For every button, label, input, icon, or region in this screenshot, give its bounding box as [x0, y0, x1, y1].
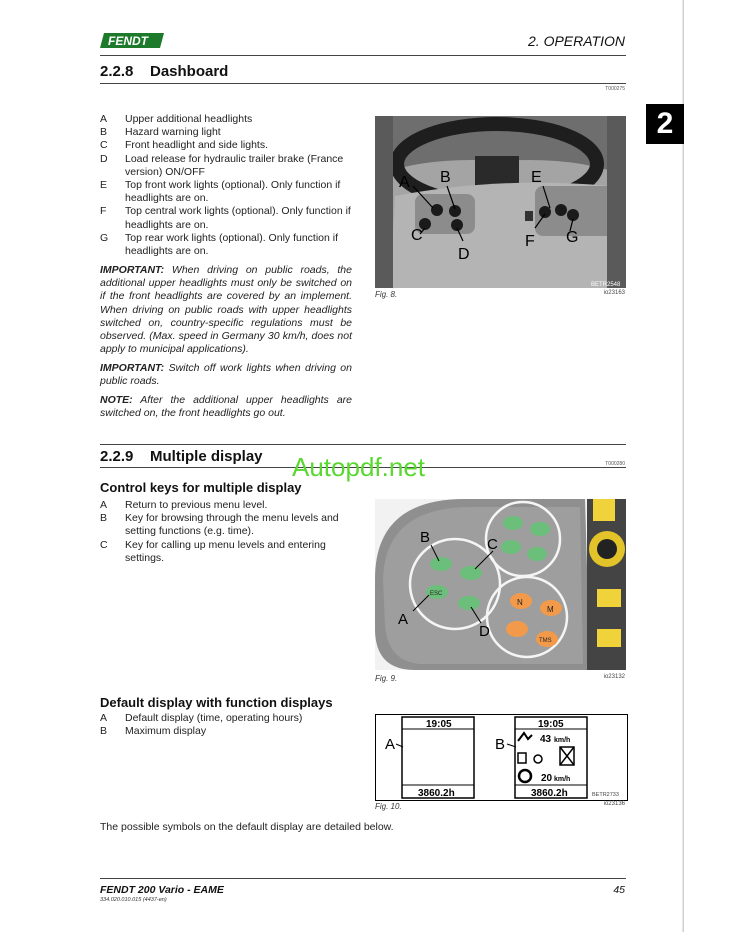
- legend-text: Key for calling up menu levels and entering settings.: [125, 538, 326, 564]
- display-hours-max: 3860.2h: [531, 788, 568, 799]
- legend-text: Upper additional headlights: [125, 113, 253, 125]
- legend-text: Default display (time, operating hours): [125, 712, 303, 724]
- fig8-label: E: [531, 169, 542, 186]
- legend-item: [100, 512, 352, 538]
- fig9-label: B: [420, 529, 431, 546]
- fig8-label: C: [411, 227, 423, 244]
- chapter-tab: 2: [646, 104, 684, 144]
- fig9-caption: Fig. 9.: [375, 674, 398, 683]
- display-time: 19:05: [426, 719, 452, 730]
- important-label: IMPORTANT:: [100, 362, 165, 374]
- display-label-b: B: [495, 736, 506, 753]
- section-number: 2.2.9: [100, 448, 134, 465]
- watermark: Autopdf.net: [292, 452, 425, 482]
- fig8-caption: Fig. 8.: [375, 290, 398, 299]
- fendt-logo: [100, 33, 164, 48]
- hydraulic-icon: [518, 753, 526, 763]
- display-hours: 3860.2h: [418, 788, 455, 799]
- important-note-2: [100, 362, 352, 388]
- speed-arrow-icon: [518, 733, 532, 741]
- n-key-label: N: [517, 598, 523, 607]
- legend-text: Key for browsing through the menu levels and setting functions (e.g. time).: [125, 512, 339, 538]
- pto-icon: [519, 770, 531, 782]
- fig8-label: F: [525, 233, 535, 250]
- legend-text: Load release for hydraulic trailer brake (France version) ON/OFF: [125, 152, 344, 178]
- display-figure: [375, 714, 628, 801]
- legend-text: Top central work lights (optional). Only function if headlights are on.: [125, 205, 351, 231]
- note-label: NOTE:: [100, 394, 133, 406]
- note: [100, 394, 352, 420]
- legend-text: Top rear work lights (optional). Only function if headlights are on.: [125, 231, 339, 258]
- legend-item: [100, 712, 352, 725]
- note-text: After the additional upper headlights are switched on, the front headlights go out.: [100, 394, 352, 420]
- fig8-code: io23163: [603, 290, 625, 296]
- fig8-label: A: [399, 174, 410, 191]
- header-rule: [100, 55, 626, 56]
- legend-item: [100, 113, 352, 126]
- dashboard-legend: [100, 113, 352, 258]
- legend-key: B: [100, 512, 108, 525]
- legend-key: B: [100, 725, 108, 738]
- legend-key: D: [100, 152, 108, 165]
- fig8-label: G: [566, 229, 579, 246]
- tms-key-label: TMS: [539, 638, 552, 644]
- legend-item: [100, 205, 352, 231]
- section-rule: [100, 83, 626, 84]
- fig10-caption: Fig. 10.: [375, 802, 402, 811]
- legend-key: B: [100, 126, 108, 139]
- display-legend: [100, 712, 352, 738]
- display-unit: km/h: [554, 776, 571, 783]
- legend-text: Return to previous menu level.: [125, 499, 268, 511]
- chapter-title: 2. OPERATION: [528, 33, 625, 49]
- legend-key: A: [100, 712, 108, 724]
- legend-key: F: [100, 205, 107, 218]
- legend-text: Hazard warning light: [125, 126, 221, 139]
- dashboard-photo: [375, 116, 626, 288]
- display-unit: km/h: [554, 737, 571, 744]
- legend-key: C: [100, 139, 108, 152]
- logo-text: FENDT: [108, 34, 148, 48]
- section-code: T000280: [605, 461, 625, 467]
- display-time-max: 19:05: [538, 719, 564, 730]
- fig10-code: io23136: [603, 801, 625, 807]
- control-keys-photo: [375, 499, 626, 670]
- legend-item: [100, 232, 352, 258]
- legend-item: [100, 725, 352, 738]
- section-number: 2.2.8: [100, 63, 134, 80]
- important-label: IMPORTANT:: [100, 264, 165, 276]
- legend-text: Top front work lights (optional). Only function if headlights are on.: [125, 179, 341, 205]
- m-key-label: M: [547, 605, 554, 614]
- esc-key-label: ESC: [430, 591, 443, 597]
- page-number: 45: [613, 884, 625, 896]
- section-rule: [100, 444, 626, 445]
- footer-doc-number: 334.020.010.015 (4437-en): [100, 897, 167, 903]
- right-margin: [683, 0, 733, 932]
- fig9-code: io23132: [603, 674, 625, 680]
- fig8-label: B: [440, 169, 451, 186]
- display-label-a: A: [385, 736, 396, 753]
- legend-item: [100, 499, 352, 512]
- footer-rule: [100, 878, 626, 879]
- section-title-multiple-display: [100, 448, 263, 465]
- subheading-default-display: Default display with function displays: [100, 695, 333, 710]
- valve-icon: [534, 755, 542, 763]
- section-heading: Dashboard: [150, 63, 229, 80]
- control-keys-legend: [100, 499, 352, 565]
- legend-item: [100, 179, 352, 205]
- display-speed2: 20: [541, 773, 553, 784]
- legend-key: C: [100, 538, 108, 551]
- fig10-stamp: BETR2733: [592, 792, 619, 798]
- legend-item: [100, 126, 352, 139]
- legend-text: Front headlight and side lights.: [125, 139, 269, 152]
- important-note-1: [100, 264, 352, 356]
- legend-key: G: [100, 231, 109, 244]
- legend-item: [100, 153, 352, 179]
- legend-key: A: [100, 499, 108, 511]
- fig9-label: A: [398, 611, 409, 628]
- important-text: Switch off work lights when driving on public roads.: [100, 362, 352, 388]
- display-speed1: 43: [540, 734, 552, 745]
- closing-paragraph: The possible symbols on the default display are detailed below.: [100, 821, 394, 833]
- legend-key: A: [100, 113, 108, 125]
- legend-item: [100, 139, 352, 152]
- fig9-label: D: [479, 623, 490, 640]
- subheading-control-keys: Control keys for multiple display: [100, 480, 302, 495]
- fig9-label: C: [487, 536, 498, 553]
- section-heading: Multiple display: [150, 448, 263, 465]
- fig8-label: D: [458, 246, 470, 263]
- important-text: When driving on public roads, the additional upper headlights must only be switched on if the front headlights are covered by an implement. When driving on public roads with upper headlights switched on, country-specific regulations must be observed. (Max. speed in Germany 30 km/h, does not apply to municipal applications).: [100, 264, 352, 356]
- footer-title: FENDT 200 Vario - EAME: [100, 884, 224, 896]
- section-title-dashboard: [100, 63, 228, 80]
- photo-stamp: BETR2548: [591, 282, 621, 288]
- legend-key: E: [100, 179, 108, 192]
- legend-text: Maximum display: [125, 725, 207, 738]
- section-code: T000275: [605, 86, 625, 92]
- legend-item: [100, 539, 352, 565]
